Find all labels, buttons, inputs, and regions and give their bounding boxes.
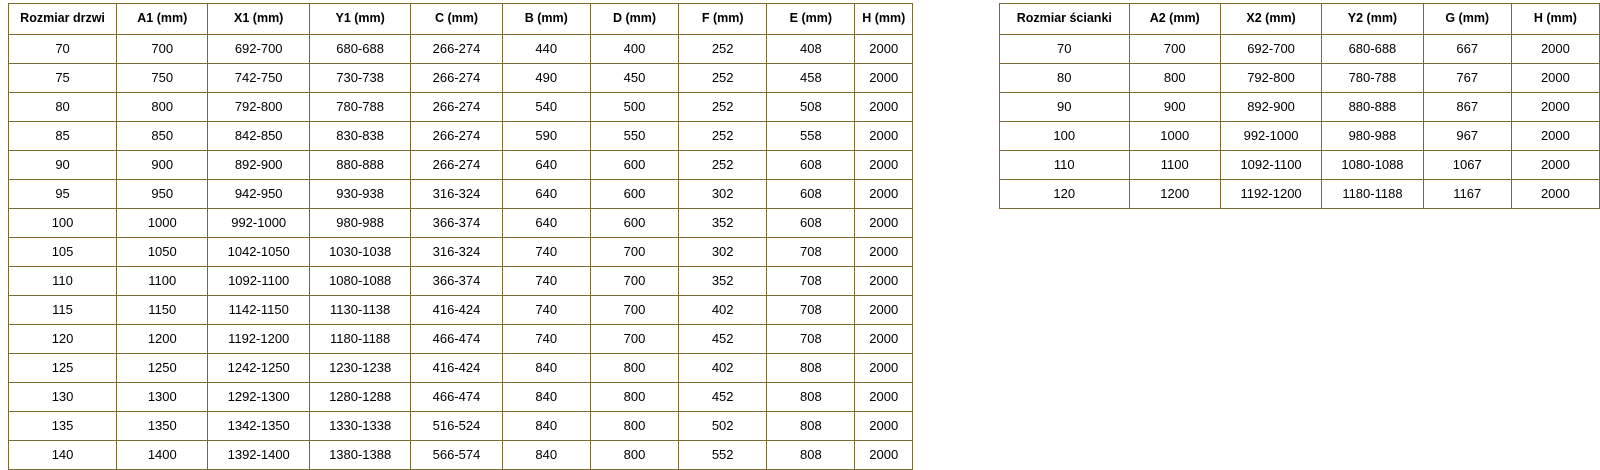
table-row	[9, 151, 913, 180]
table-cell: 600	[590, 209, 678, 238]
table-cell: 1080-1088	[1322, 151, 1423, 180]
table-cell: 1400	[117, 441, 208, 470]
table-cell: 140	[9, 441, 117, 470]
table-row	[9, 267, 913, 296]
table-cell: 416-424	[411, 296, 502, 325]
table-cell: 1100	[117, 267, 208, 296]
table-cell: 558	[767, 122, 855, 151]
table-cell: 600	[590, 151, 678, 180]
table-cell: 608	[767, 180, 855, 209]
table-cell: 800	[590, 354, 678, 383]
column-header-g: G (mm)	[1423, 4, 1511, 35]
table-cell: 708	[767, 325, 855, 354]
table-cell: 792-800	[208, 93, 309, 122]
table-cell: 880-888	[1322, 93, 1423, 122]
table-row	[999, 151, 1599, 180]
table-cell: 800	[117, 93, 208, 122]
table-cell: 2000	[1511, 151, 1599, 180]
table-cell: 800	[590, 441, 678, 470]
wall-size-table-body	[999, 35, 1599, 209]
table-cell: 600	[590, 180, 678, 209]
table-cell: 402	[679, 354, 767, 383]
table-row	[9, 296, 913, 325]
table-cell: 316-324	[411, 238, 502, 267]
table-cell: 1350	[117, 412, 208, 441]
table-cell: 452	[679, 325, 767, 354]
column-header-c: C (mm)	[411, 4, 502, 35]
table-cell: 252	[679, 151, 767, 180]
column-header-x2: X2 (mm)	[1220, 4, 1321, 35]
column-header-h: H (mm)	[1511, 4, 1599, 35]
table-cell: 640	[502, 180, 590, 209]
table-cell: 352	[679, 209, 767, 238]
table-cell: 740	[502, 325, 590, 354]
table-cell: 640	[502, 209, 590, 238]
table-cell: 1392-1400	[208, 441, 309, 470]
table-cell: 2000	[855, 122, 913, 151]
table-cell: 842-850	[208, 122, 309, 151]
table-row	[9, 122, 913, 151]
table-row	[9, 441, 913, 470]
table-cell: 700	[590, 296, 678, 325]
column-header-b: B (mm)	[502, 4, 590, 35]
table-cell: 550	[590, 122, 678, 151]
table-cell: 2000	[1511, 64, 1599, 93]
table-cell: 608	[767, 209, 855, 238]
table-cell: 120	[999, 180, 1129, 209]
table-cell: 840	[502, 354, 590, 383]
table-cell: 450	[590, 64, 678, 93]
table-cell: 115	[9, 296, 117, 325]
table-cell: 2000	[855, 209, 913, 238]
table-cell: 90	[999, 93, 1129, 122]
table-cell: 1142-1150	[208, 296, 309, 325]
table-cell: 700	[117, 35, 208, 64]
table-cell: 1000	[117, 209, 208, 238]
table-cell: 2000	[855, 267, 913, 296]
table-cell: 930-938	[309, 180, 410, 209]
table-cell: 1242-1250	[208, 354, 309, 383]
table-cell: 130	[9, 383, 117, 412]
column-header-rozmiar-scianki: Rozmiar ścianki	[999, 4, 1129, 35]
table-cell: 2000	[855, 64, 913, 93]
table-cell: 566-574	[411, 441, 502, 470]
table-cell: 1030-1038	[309, 238, 410, 267]
table-cell: 500	[590, 93, 678, 122]
table-cell: 266-274	[411, 64, 502, 93]
table-cell: 680-688	[1322, 35, 1423, 64]
table-row	[999, 64, 1599, 93]
table-cell: 608	[767, 151, 855, 180]
column-header-h: H (mm)	[855, 4, 913, 35]
table-cell: 1192-1200	[208, 325, 309, 354]
table-cell: 880-888	[309, 151, 410, 180]
table-cell: 708	[767, 296, 855, 325]
table-cell: 110	[999, 151, 1129, 180]
table-cell: 1167	[1423, 180, 1511, 209]
table-cell: 850	[117, 122, 208, 151]
table-row	[999, 93, 1599, 122]
table-cell: 252	[679, 35, 767, 64]
table-cell: 80	[9, 93, 117, 122]
column-header-y2: Y2 (mm)	[1322, 4, 1423, 35]
table-cell: 95	[9, 180, 117, 209]
table-cell: 1200	[117, 325, 208, 354]
table-cell: 808	[767, 441, 855, 470]
table-cell: 252	[679, 93, 767, 122]
table-cell: 2000	[855, 354, 913, 383]
table-cell: 252	[679, 64, 767, 93]
table-cell: 1092-1100	[1220, 151, 1321, 180]
table-cell: 466-474	[411, 325, 502, 354]
table-cell: 70	[9, 35, 117, 64]
table-cell: 466-474	[411, 383, 502, 412]
table-cell: 266-274	[411, 151, 502, 180]
table-cell: 1000	[1129, 122, 1220, 151]
table-cell: 667	[1423, 35, 1511, 64]
table-cell: 780-788	[1322, 64, 1423, 93]
table-cell: 1280-1288	[309, 383, 410, 412]
table-cell: 1130-1138	[309, 296, 410, 325]
table-cell: 2000	[855, 325, 913, 354]
table-cell: 408	[767, 35, 855, 64]
table-cell: 750	[117, 64, 208, 93]
table-row	[999, 180, 1599, 209]
table-cell: 400	[590, 35, 678, 64]
table-cell: 867	[1423, 93, 1511, 122]
table-cell: 2000	[855, 296, 913, 325]
table-cell: 110	[9, 267, 117, 296]
table-cell: 740	[502, 238, 590, 267]
column-header-d: D (mm)	[590, 4, 678, 35]
table-cell: 1342-1350	[208, 412, 309, 441]
table-row	[9, 93, 913, 122]
table-cell: 980-988	[1322, 122, 1423, 151]
table-cell: 1067	[1423, 151, 1511, 180]
table-row	[9, 412, 913, 441]
table-cell: 552	[679, 441, 767, 470]
column-header-x1: X1 (mm)	[208, 4, 309, 35]
table-cell: 740	[502, 267, 590, 296]
table-cell: 830-838	[309, 122, 410, 151]
table-cell: 352	[679, 267, 767, 296]
table-row	[9, 35, 913, 64]
table-row	[999, 122, 1599, 151]
table-row	[9, 238, 913, 267]
table-cell: 590	[502, 122, 590, 151]
table-cell: 700	[590, 267, 678, 296]
table-cell: 2000	[855, 383, 913, 412]
table-cell: 800	[590, 383, 678, 412]
table-cell: 1050	[117, 238, 208, 267]
table-cell: 992-1000	[208, 209, 309, 238]
table-cell: 135	[9, 412, 117, 441]
table-cell: 402	[679, 296, 767, 325]
table-cell: 708	[767, 267, 855, 296]
table-cell: 2000	[855, 412, 913, 441]
column-header-y1: Y1 (mm)	[309, 4, 410, 35]
table-cell: 700	[590, 238, 678, 267]
table-cell: 516-524	[411, 412, 502, 441]
table-cell: 105	[9, 238, 117, 267]
table-cell: 125	[9, 354, 117, 383]
table-cell: 892-900	[1220, 93, 1321, 122]
column-header-f: F (mm)	[679, 4, 767, 35]
table-cell: 1230-1238	[309, 354, 410, 383]
table-row	[9, 325, 913, 354]
table-cell: 808	[767, 383, 855, 412]
table-cell: 452	[679, 383, 767, 412]
table-cell: 767	[1423, 64, 1511, 93]
table-cell: 458	[767, 64, 855, 93]
table-cell: 680-688	[309, 35, 410, 64]
table-row	[9, 209, 913, 238]
table-cell: 316-324	[411, 180, 502, 209]
table-cell: 700	[590, 325, 678, 354]
table-cell: 1330-1338	[309, 412, 410, 441]
table-cell: 692-700	[208, 35, 309, 64]
table-cell: 1192-1200	[1220, 180, 1321, 209]
table-cell: 416-424	[411, 354, 502, 383]
table-row	[9, 383, 913, 412]
table-cell: 942-950	[208, 180, 309, 209]
table-cell: 1200	[1129, 180, 1220, 209]
table-cell: 800	[1129, 64, 1220, 93]
table-cell: 792-800	[1220, 64, 1321, 93]
table-cell: 730-738	[309, 64, 410, 93]
table-header-row	[9, 4, 913, 35]
table-cell: 808	[767, 354, 855, 383]
table-cell: 100	[9, 209, 117, 238]
door-size-table-head	[9, 4, 913, 35]
table-cell: 440	[502, 35, 590, 64]
table-cell: 302	[679, 238, 767, 267]
wall-size-table-block	[999, 3, 1600, 209]
wall-size-table-head	[999, 4, 1599, 35]
column-header-e: E (mm)	[767, 4, 855, 35]
table-cell: 266-274	[411, 122, 502, 151]
table-cell: 2000	[1511, 35, 1599, 64]
table-cell: 1300	[117, 383, 208, 412]
table-row	[9, 354, 913, 383]
table-cell: 490	[502, 64, 590, 93]
table-cell: 508	[767, 93, 855, 122]
table-cell: 366-374	[411, 209, 502, 238]
table-cell: 75	[9, 64, 117, 93]
table-cell: 2000	[855, 93, 913, 122]
column-header-a1: A1 (mm)	[117, 4, 208, 35]
table-cell: 1380-1388	[309, 441, 410, 470]
table-row	[9, 64, 913, 93]
table-cell: 992-1000	[1220, 122, 1321, 151]
table-cell: 302	[679, 180, 767, 209]
table-cell: 100	[999, 122, 1129, 151]
table-cell: 967	[1423, 122, 1511, 151]
table-cell: 1100	[1129, 151, 1220, 180]
table-cell: 266-274	[411, 93, 502, 122]
table-cell: 70	[999, 35, 1129, 64]
table-cell: 840	[502, 383, 590, 412]
table-cell: 540	[502, 93, 590, 122]
table-cell: 800	[590, 412, 678, 441]
column-header-a2: A2 (mm)	[1129, 4, 1220, 35]
table-cell: 2000	[855, 441, 913, 470]
table-cell: 1250	[117, 354, 208, 383]
table-cell: 1150	[117, 296, 208, 325]
table-cell: 700	[1129, 35, 1220, 64]
table-cell: 2000	[1511, 180, 1599, 209]
table-cell: 2000	[855, 35, 913, 64]
table-cell: 780-788	[309, 93, 410, 122]
table-header-row	[999, 4, 1599, 35]
table-cell: 85	[9, 122, 117, 151]
table-cell: 2000	[1511, 122, 1599, 151]
door-size-table-body	[9, 35, 913, 470]
table-cell: 900	[117, 151, 208, 180]
table-cell: 2000	[855, 180, 913, 209]
table-cell: 502	[679, 412, 767, 441]
table-cell: 80	[999, 64, 1129, 93]
table-cell: 892-900	[208, 151, 309, 180]
table-row	[999, 35, 1599, 64]
table-cell: 900	[1129, 93, 1220, 122]
table-cell: 266-274	[411, 35, 502, 64]
table-cell: 120	[9, 325, 117, 354]
table-cell: 640	[502, 151, 590, 180]
table-cell: 1092-1100	[208, 267, 309, 296]
table-cell: 2000	[855, 238, 913, 267]
table-cell: 692-700	[1220, 35, 1321, 64]
table-cell: 742-750	[208, 64, 309, 93]
table-cell: 90	[9, 151, 117, 180]
table-cell: 2000	[855, 151, 913, 180]
wall-size-table	[999, 3, 1600, 209]
table-cell: 1180-1188	[1322, 180, 1423, 209]
table-cell: 740	[502, 296, 590, 325]
table-cell: 2000	[1511, 93, 1599, 122]
table-cell: 1042-1050	[208, 238, 309, 267]
table-cell: 980-988	[309, 209, 410, 238]
table-cell: 366-374	[411, 267, 502, 296]
table-cell: 1292-1300	[208, 383, 309, 412]
table-cell: 840	[502, 412, 590, 441]
table-cell: 808	[767, 412, 855, 441]
table-cell: 950	[117, 180, 208, 209]
table-cell: 708	[767, 238, 855, 267]
door-size-table	[8, 3, 913, 470]
table-cell: 840	[502, 441, 590, 470]
column-header-rozmiar-drzwi: Rozmiar drzwi	[9, 4, 117, 35]
table-cell: 252	[679, 122, 767, 151]
door-size-table-block	[8, 3, 913, 470]
table-cell: 1080-1088	[309, 267, 410, 296]
table-cell: 1180-1188	[309, 325, 410, 354]
table-row	[9, 180, 913, 209]
